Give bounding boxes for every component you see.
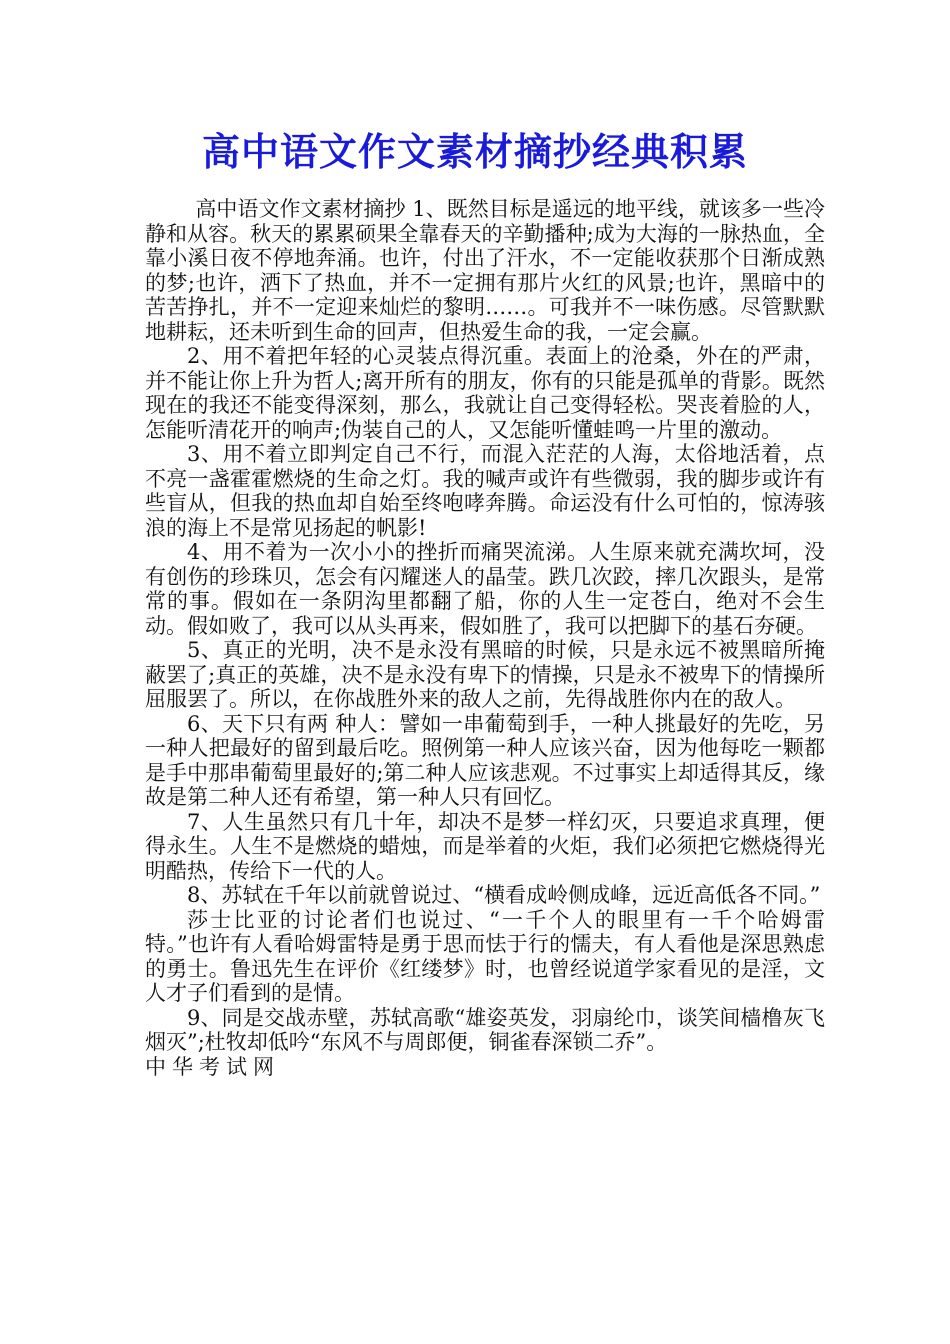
paragraph-4: 4、用不着为一次小小的挫折而痛哭流涕。人生原来就充满坎坷，没有创伤的珍珠贝，怎会有闪耀迷人的晶莹。跌几次跤，摔几次跟头，是常常的事。假如在一条阴沟里都翻了船，你的人生一定苍白，绝对不会生 动。假如败了，我可以从头再来，假如胜了，我可以把脚下的基石夯硬。 <box>145 540 825 638</box>
paragraph-8-continued: 莎士比亚的讨论者们也说过、“一千个人的眼里有一千个哈姆雷特。”也许有人看哈姆雷特是勇于思而怯于行的懦夫，有人看他是深思熟虑的勇士。鲁迅先生在评价《红缕梦》时，也曾经说道学家看见的是淫，文人才子们看到的是情。 <box>145 907 825 1005</box>
paragraph-3: 3、用不着立即判定自己不行，而混入茫茫的人海，太俗地活着，点不亮一盏霍霍燃烧的生命之灯。我的喊声或许有些微弱，我的脚步或许有些盲从，但我的热血却自始至终咆哮奔腾。命运没有什么可怕的，惊涛骇浪的海上不是常见扬起的帆影! <box>145 442 825 540</box>
paragraph-6: 6、天下只有两 种人：譬如一串葡萄到手，一种人挑最好的先吃，另一种人把最好的留到最后吃。照例第一种人应该兴奋，因为他每吃一颗都是手中那串葡萄里最好的;第二种人应该悲观。不过事实上却适得其反，缘故是第二种人还有希望，第一种人只有回忆。 <box>145 711 825 809</box>
paragraph-2: 2、用不着把年轻的心灵装点得沉重。表面上的沧桑，外在的严肃，并不能让你上升为哲人;离开所有的朋友，你有的只能是孤单的背影。既然现在的我还不能变得深刻，那么，我就让自己变得轻松。哭丧着脸的人，怎能听清花开的响声;伪装自己的人，又怎能听懂蛙鸣一片里的激动。 <box>145 344 825 442</box>
source-footer: 中华考试网 <box>145 1054 280 1079</box>
paragraph-intro: 高中语文作文素材摘抄 1、既然目标是遥远的地平线，就该多一些冷静和从容。秋天的累累硕果全靠春天的辛勤播种;成为大海的一脉热血，全靠小溪日夜不停地奔涌。也许，付出了汗水，不一定能收获那个日渐成熟的梦;也许，洒下了热血，并不一定拥有那片火红的风景;也许，黑暗中的苦苦挣扎，并不一定迎来灿烂的黎明……。可我并不一味伤感。尽管默默地耕耘，还未听到生命的回声，但热爱生命的我，一定会赢。 <box>145 197 825 344</box>
paragraph-8: 8、苏轼在千年以前就曾说过、“横看成岭侧成峰，远近高低各不同。” <box>187 883 821 907</box>
paragraph-9: 9、同是交战赤壁，苏轼高歌“雄姿英发，羽扇纶巾，谈笑间樯橹灰飞烟灭”;杜牧却低吟“东风不与周郎便，铜雀春深锁二乔”。 <box>145 1005 825 1054</box>
document-body <box>145 197 825 1079</box>
paragraph-5: 5、真正的光明，决不是永没有黑暗的时候，只是永远不被黑暗所掩蔽罢了;真正的英雄，决不是永没有卑下的情操，只是永不被卑下的情操所屈服罢了。所以，在你战胜外来的敌人之前，先得战胜你内在的敌人。 <box>145 638 825 711</box>
paragraph-7: 7、人生虽然只有几十年，却决不是梦一样幻灭，只要追求真理，便得永生。人生不是燃烧的蜡烛，而是举着的火炬，我们必须把它燃烧得光明酷热，传给下一代的人。 <box>145 809 825 883</box>
document-title: 高中语文作文素材摘抄经典积累 <box>201 129 748 174</box>
